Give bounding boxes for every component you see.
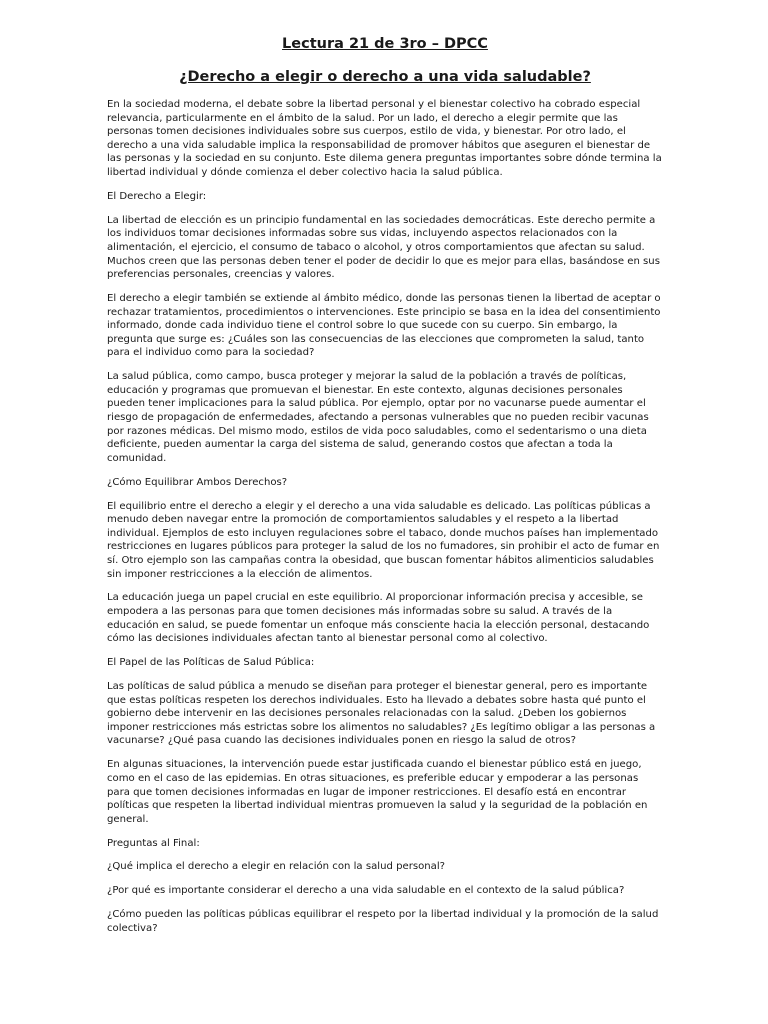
intro-paragraph: En la sociedad moderna, el debate sobre la libertad personal y el bienestar colectivo ha cobrado especial relevancia, particularmente en el ámbito de la salud. Por un lado, el derecho a elegir permite que las personas tomen decisiones individuales sobre sus cuerpos, estilo de vida, y bienestar. Por otro lado, el derecho a una vida saludable implica la responsabilidad de promover hábitos que aseguren el bienestar de las personas y la sociedad en su conjunto. Este dilema genera preguntas importantes sobre dónde termina la libertad individual y dónde comienza el deber colectivo hacia la salud pública.	[107, 99, 662, 178]
question-item: ¿Cómo pueden las políticas públicas equilibrar el respeto por la libertad individual y la promoción de la salud colectiva?	[107, 909, 659, 934]
section-heading-equilibrar: ¿Cómo Equilibrar Ambos Derechos?	[107, 476, 288, 488]
paragraph: En algunas situaciones, la intervención puede estar justificada cuando el bienestar público está en juego, como en el caso de las epidemias. En otras situaciones, es preferible educar y empoderar a las personas para que tomen decisiones informadas en lugar de imponer restricciones. El desafío está en encontrar políticas que respeten la libertad individual mientras promueven la salud y la seguridad de la población en general.	[107, 759, 648, 825]
document-title: Lectura 21 de 3ro – DPCC	[282, 36, 488, 52]
paragraph: El equilibrio entre el derecho a elegir y el derecho a una vida saludable es delicado. Las políticas públicas a menudo deben navegar entre la promoción de comportamientos saludables y el respeto a la libertad individual. Ejemplos de esto incluyen regulaciones sobre el tabaco, donde muchos países han implementado restricciones en lugares públicos para proteger la salud de los no fumadores, sin prohibir el acto de fumar en sí. Otro ejemplo son las campañas contra la obesidad, que buscan fomentar hábitos alimenticios saludables sin imponer restricciones a la elección de alimentos.	[107, 500, 660, 580]
questions-list	[107, 860, 663, 935]
section-heading-politicas: El Papel de las Políticas de Salud Pública:	[107, 657, 315, 669]
question-item: ¿Qué implica el derecho a elegir en relación con la salud personal?	[107, 861, 446, 873]
document-page	[107, 34, 663, 946]
paragraph: La libertad de elección es un principio fundamental en las sociedades democráticas. Este derecho permite a los individuos tomar decisiones informadas sobre sus vidas, incluyendo aspectos relacionados con la alimentación, el ejercicio, el consumo de tabaco o alcohol, y otros comportamientos que afectan su salud. Muchos creen que las personas deben tener el poder de decidir lo que es mejor para ellas, basándose en sus preferencias personales, creencias y valores.	[107, 214, 660, 281]
section-heading-preguntas: Preguntas al Final:	[107, 837, 200, 849]
question-item: ¿Por qué es importante considerar el derecho a una vida saludable en el contexto de la salud pública?	[107, 885, 625, 897]
paragraph: Las políticas de salud pública a menudo se diseñan para proteger el bienestar general, pero es importante que estas políticas respeten los derechos individuales. Esto ha llevado a debates sobre hasta qué punto el gobierno debe intervenir en las decisiones personales relacionadas con la salud. ¿Deben los gobiernos imponer restricciones más estrictas sobre los alimentos no saludables? ¿Es legítimo obligar a las personas a vacunarse? ¿Qué pasa cuando las decisiones individuales ponen en riesgo la salud de otros?	[107, 681, 656, 747]
document-subtitle: ¿Derecho a elegir o derecho a una vida saludable?	[179, 69, 591, 85]
paragraph: La salud pública, como campo, busca proteger y mejorar la salud de la población a través de políticas, educación y programas que promuevan el bienestar. En este contexto, algunas decisiones personales pueden tener implicaciones para la salud pública. Por ejemplo, optar por no vacunarse puede aumentar el riesgo de propagación de enfermedades, afectando a personas vulnerables que no pueden recibir vacunas por razones médicas. Del mismo modo, estilos de vida poco saludables, como el sedentarismo o una dieta deficiente, pueden aumentar la carga del sistema de salud, generando costos que afectan a toda la comunidad.	[107, 371, 649, 464]
paragraph: El derecho a elegir también se extiende al ámbito médico, donde las personas tienen la libertad de aceptar o rechazar tratamientos, procedimientos o intervenciones. Este principio se basa en la idea del consentimiento informado, donde cada individuo tiene el control sobre lo que sucede con su cuerpo. Sin embargo, la pregunta que surge es: ¿Cuáles son las consecuencias de las elecciones que comprometen la salud, tanto para el individuo como para la sociedad?	[107, 293, 661, 359]
section-heading-derecho-a-elegir: El Derecho a Elegir:	[107, 190, 207, 202]
paragraph: La educación juega un papel crucial en este equilibrio. Al proporcionar información precisa y accesible, se empodera a las personas para que tomen decisiones más informadas sobre su salud. A través de la educación en salud, se puede fomentar un enfoque más consciente hacia la elección personal, destacando cómo las decisiones individuales afectan tanto al bienestar personal como al colectivo.	[107, 592, 650, 645]
